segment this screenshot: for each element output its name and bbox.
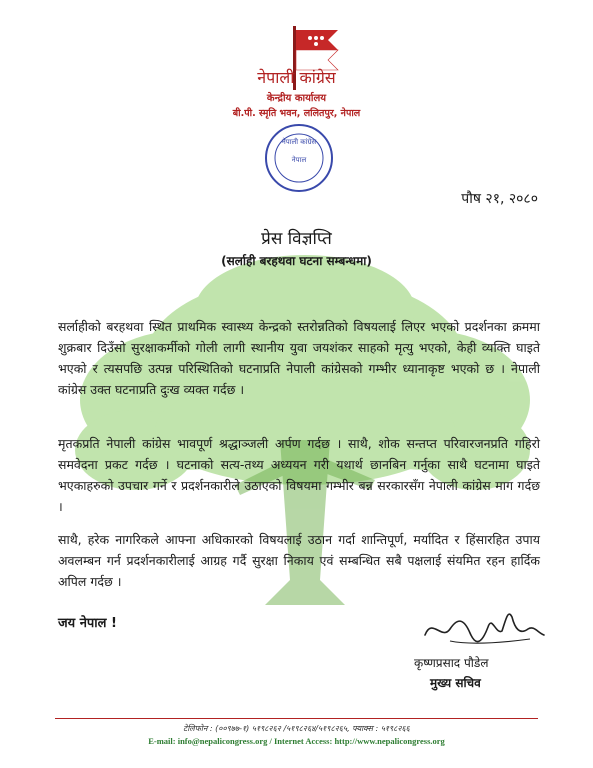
office-seal-icon xyxy=(263,122,335,194)
email-link[interactable]: info@nepalicongress.org xyxy=(177,736,268,746)
email-label: E-mail: xyxy=(148,736,176,746)
seal-text: नेपाली कांग्रेस xyxy=(281,138,317,146)
seal-center-text: नेपाल xyxy=(291,156,307,164)
footer-web xyxy=(0,736,593,746)
signer-name: कृष्णप्रसाद पौडेल xyxy=(414,656,489,670)
footer-divider xyxy=(55,718,538,719)
body-paragraph-2: मृतकप्रति नेपाली कांग्रेस भावपूर्ण श्रद्धाञ्जली अर्पण गर्दछ । साथै, शोक सन्तप्त परिवारजनप्रति गहिरो समवेदना प्रकट गर्दछ । घटनाको सत्य-तथ्य अध्ययन गरी यथार्थ छानबिन गर्नुका साथै घटनामा घाइते भएकाहरुको उपचार गर्ने र प्रदर्शनकारीले उठाएको विषयमा गम्भीर बन्न सरकारसँग नेपाली कांग्रेस माग गर्दछ । xyxy=(58,436,540,514)
footer-contact: टेलिफोन : (००९७७-१) ५१९८२६२ /५१९८२६४/५१९८२६५, फ्याक्स : ५१९८२६६ xyxy=(183,724,410,733)
document-title: प्रेस विज्ञप्ति xyxy=(261,229,332,249)
office-address: बी.पी. स्मृति भवन, ललितपुर, नेपाल xyxy=(232,108,361,119)
website-link[interactable]: http://www.nepalicongress.org xyxy=(334,736,445,746)
internet-label: / Internet Access: xyxy=(269,736,333,746)
signer-title: मुख्य सचिव xyxy=(430,676,481,690)
closing-salutation: जय नेपाल ! xyxy=(58,616,117,631)
body-paragraph-1: सर्लाहीको बरहथवा स्थित प्राथमिक स्वास्थ्य केन्द्रको स्तरोन्नतिको विषयलाई लिएर भएको प्रदर्शनका क्रममा शुक्रबार दिउँसो सुरक्षाकर्मीको गोली लागी स्थानीय युवा जयशंकर साहको मृत्यु भएको, केही व्यक्ति घाइते भएको र त्यसपछि उत्पन्न परिस्थितिको घटनाप्रति नेपाली कांग्रेसको गम्भीर ध्यानाकृष्ट भएको छ । नेपाली कांग्रेस उक्त घटनाप्रति दुःख व्यक्त गर्दछ । xyxy=(58,319,540,397)
office-name: केन्द्रीय कार्यालय xyxy=(266,93,327,104)
document-subtitle: (सर्लाही बरहथवा घटना सम्बन्धमा) xyxy=(221,254,372,268)
document-date: पौष २१, २०८० xyxy=(461,191,538,207)
organization-name: नेपाली कांग्रेस xyxy=(257,68,336,87)
handwritten-signature xyxy=(420,605,550,650)
body-paragraph-3: साथै, हरेक नागरिकले आफ्ना अधिकारको विषयलाई उठान गर्दा शान्तिपूर्ण, मर्यादित र हिंसारहित उपाय अवलम्बन गर्न प्रदर्शनकारीलाई आग्रह गर्दै सुरक्षा निकाय एवं सम्बन्धित सबै पक्षलाई संयमित रहन हार्दिक अपिल गर्दछ । xyxy=(58,532,540,589)
